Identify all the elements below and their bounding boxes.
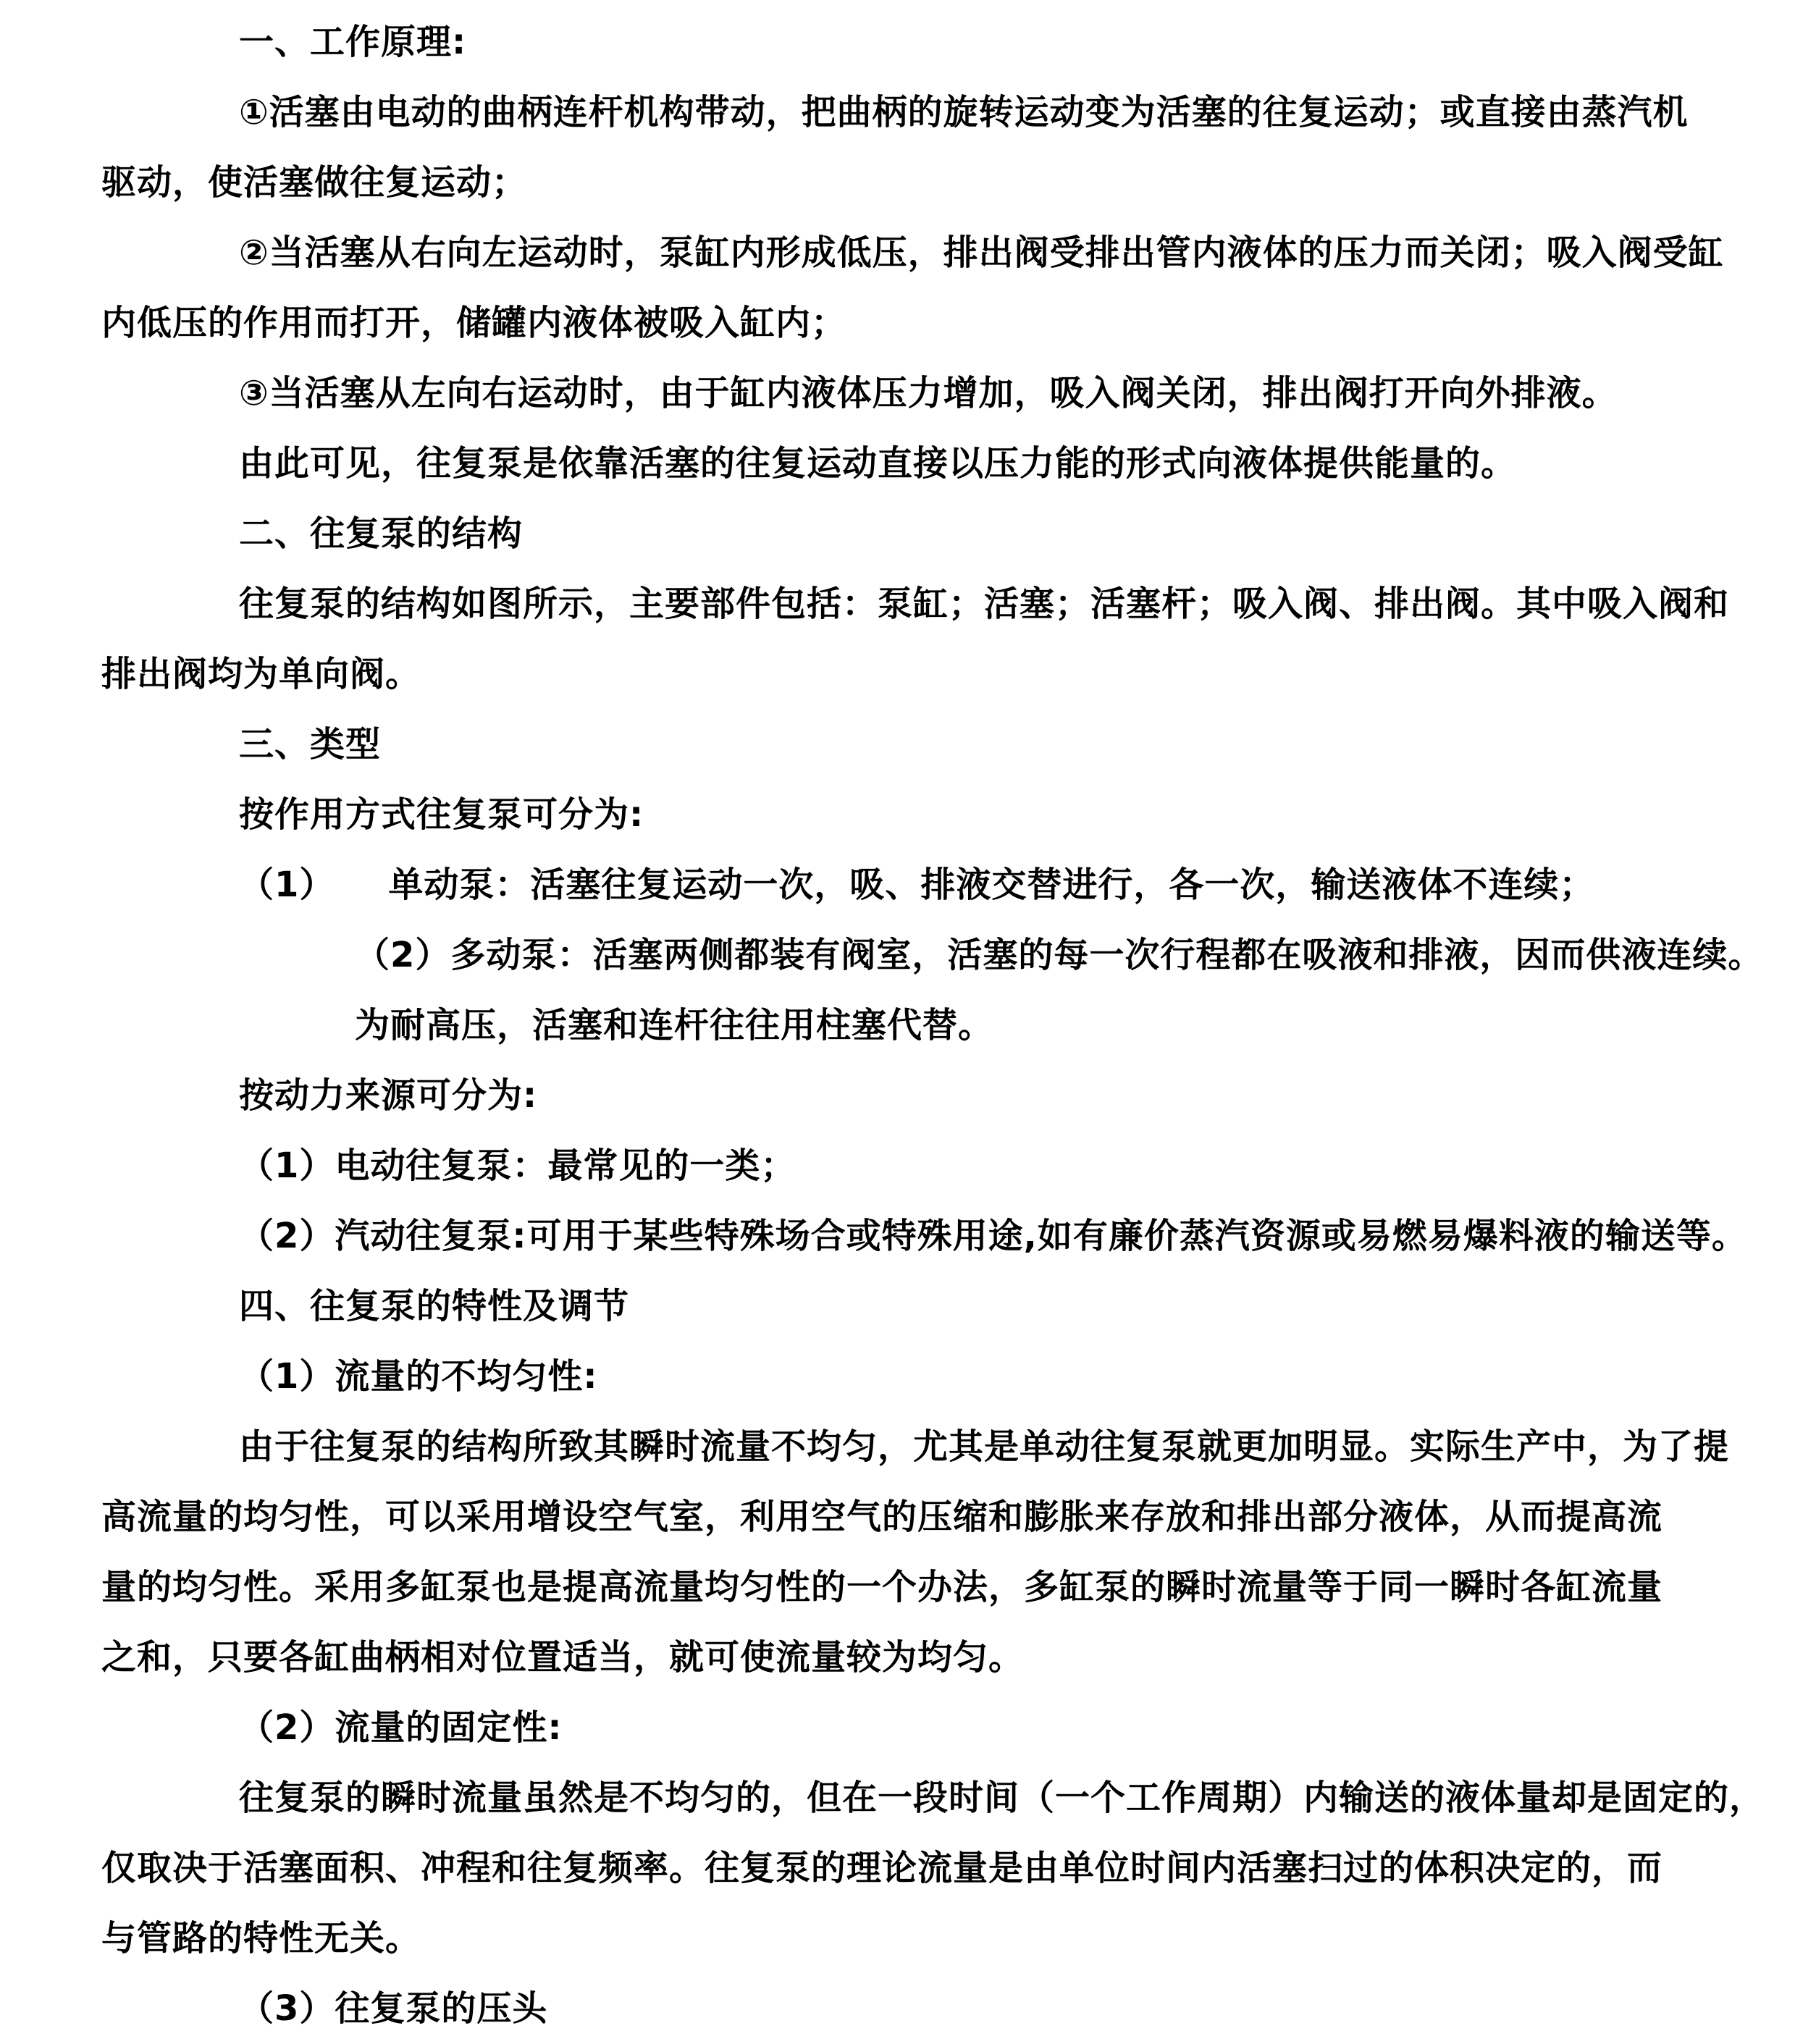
text-line: （1） 单动泵：活塞往复运动一次，吸、排液交替进行，各一次，输送液体不连续； xyxy=(239,865,1595,905)
text-line: （1）电动往复泵：最常见的一类； xyxy=(239,1145,796,1186)
text-line: 按动力来源可分为: xyxy=(239,1075,538,1116)
text-line: 二、往复泵的结构 xyxy=(239,513,524,554)
text-line: 往复泵的瞬时流量虽然是不均匀的，但在一段时间（一个工作周期）内输送的液体量却是固定的， xyxy=(239,1778,1765,1818)
text-line: 由此可见，往复泵是依靠活塞的往复运动直接以压力能的形式向液体提供能量的。 xyxy=(239,443,1517,484)
text-line: （1）流量的不均匀性: xyxy=(239,1356,598,1397)
text-line: 三、类型 xyxy=(239,724,382,765)
text-line: 与管路的特性无关。 xyxy=(101,1918,421,1959)
text-line: 四、往复泵的特性及调节 xyxy=(239,1286,630,1326)
text-line: 按作用方式往复泵可分为: xyxy=(239,794,644,835)
text-line: ①活塞由电动的曲柄连杆机构带动，把曲柄的旋转运动变为活塞的往复运动；或直接由蒸汽机 xyxy=(239,92,1689,133)
text-line: ②当活塞从右向左运动时，泵缸内形成低压，排出阀受排出管内液体的压力而关闭；吸入阀受缸 xyxy=(239,232,1724,273)
text-line: （2）多动泵：活塞两侧都装有阀室，活塞的每一次行程都在吸液和排液，因而供液连续。 xyxy=(355,935,1764,975)
text-line: 一、工作原理: xyxy=(239,22,467,62)
text-line: 驱动，使活塞做往复运动； xyxy=(101,162,528,203)
text-line: （2）汽动往复泵:可用于某些特殊场合或特殊用途,如有廉价蒸汽资源或易燃易爆料液的输送等。 xyxy=(239,1216,1747,1256)
text-line: （2）流量的固定性: xyxy=(239,1707,563,1748)
text-line: （3）往复泵的压头 xyxy=(239,1988,548,2029)
text-line: 高流量的均匀性，可以采用增设空气室，利用空气的压缩和膨胀来存放和排出部分液体，从而提高流 xyxy=(101,1497,1663,1537)
text-line: 仅取决于活塞面积、冲程和往复频率。往复泵的理论流量是由单位时间内活塞扫过的体积决定的，而 xyxy=(101,1848,1663,1888)
text-line: 由于往复泵的结构所致其瞬时流量不均匀，尤其是单动往复泵就更加明显。实际生产中，为了提 xyxy=(239,1426,1730,1467)
text-line: 之和，只要各缸曲柄相对位置适当，就可使流量较为均匀。 xyxy=(101,1637,1025,1678)
document-body xyxy=(101,7,1765,2044)
text-line: 内低压的作用而打开，储罐内液体被吸入缸内； xyxy=(101,303,847,343)
text-line: 为耐高压，活塞和连杆往往用柱塞代替。 xyxy=(355,1005,994,1046)
text-line: 量的均匀性。采用多缸泵也是提高流量均匀性的一个办法，多缸泵的瞬时流量等于同一瞬时各缸流量 xyxy=(101,1567,1663,1607)
text-line: 排出阀均为单向阀。 xyxy=(101,654,421,694)
text-line: 往复泵的结构如图所示，主要部件包括：泵缸；活塞；活塞杆；吸入阀、排出阀。其中吸入阀和 xyxy=(239,584,1730,624)
text-line: ③当活塞从左向右运动时，由于缸内液体压力增加，吸入阀关闭，排出阀打开向外排液。 xyxy=(239,373,1618,413)
